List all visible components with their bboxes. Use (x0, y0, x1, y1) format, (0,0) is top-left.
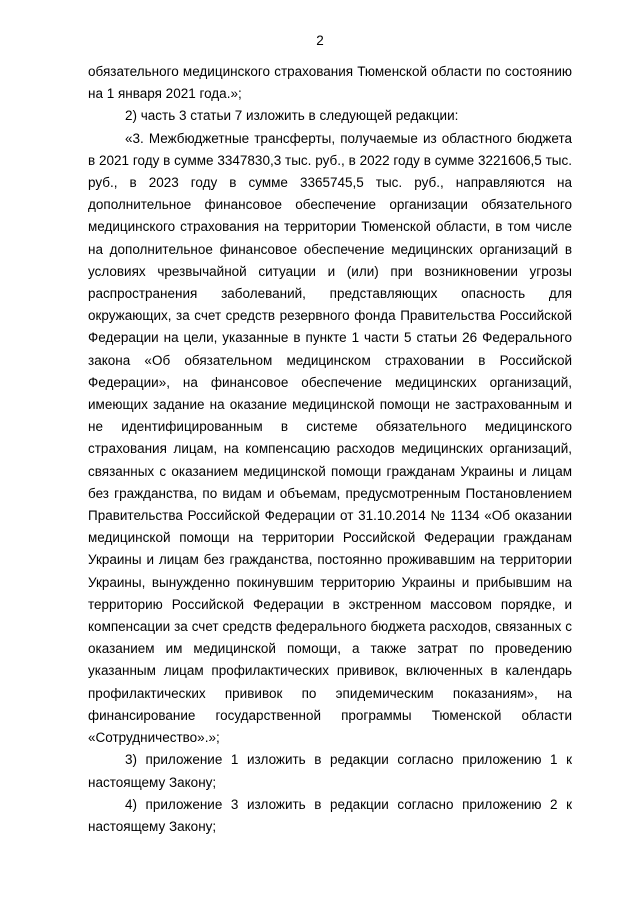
document-body (88, 61, 572, 838)
paragraph-article-7-part-3: «3. Межбюджетные трансферты, получаемые из областного бюджета в 2021 году в сумме 3347830,3 тыс. руб., в 2022 году в сумме 3221606,5 тыс. руб., в 2023 году в сумме 3365745,5 тыс. руб., направляются на дополнительное финансовое обеспечение организации обязательного медицинского страхования на территории Тюменской области, в том числе на дополнительное финансовое обеспечение медицинских организаций в условиях чрезвычайной ситуации и (или) при возникновении угрозы распространения заболеваний, представляющих опасность для окружающих, за счет средств резервного фонда Правительства Российской Федерации на цели, указанные в пункте 1 части 5 статьи 26 Федерального закона «Об обязательном медицинском страховании в Российской Федерации», на финансовое обеспечение медицинских организаций, имеющих задание на оказание медицинской помощи не застрахованным и не идентифицированным в системе обязательного медицинского страхования лицам, на компенсацию расходов медицинских организаций, связанных с оказанием медицинской помощи гражданам Украины и лицам без гражданства, по видам и объемам, предусмотренным Постановлением Правительства Российской Федерации от 31.10.2014 № 1134 «Об оказании медицинской помощи на территории Российской Федерации гражданам Украины и лицам без гражданства, постоянно проживавшим на территории Украины, вынужденно покинувшим территорию Украины и прибывшим на территорию Российской Федерации в экстренном массовом порядке, и компенсации за счет средств федерального бюджета расходов, связанных с оказанием им медицинской помощи, а также затрат по проведению указанным лицам профилактических прививок, включенных в календарь профилактических прививок по эпидемическим показаниям», на финансирование государственной программы Тюменской области «Сотрудничество».»; (88, 130, 572, 746)
paragraph-amendment-3: 3) приложение 1 изложить в редакции согласно приложению 1 к настоящему Закону; (88, 752, 572, 790)
paragraph-amendment-2: 2) часть 3 статьи 7 изложить в следующей редакции: (125, 108, 459, 124)
page-number: 2 (316, 33, 324, 48)
paragraph-amendment-4: 4) приложение 3 изложить в редакции согласно приложению 2 к настоящему Закону; (88, 796, 572, 834)
paragraph-continuation: обязательного медицинского страхования Тюменской области по состоянию на 1 января 2021 года.»; (88, 64, 572, 102)
